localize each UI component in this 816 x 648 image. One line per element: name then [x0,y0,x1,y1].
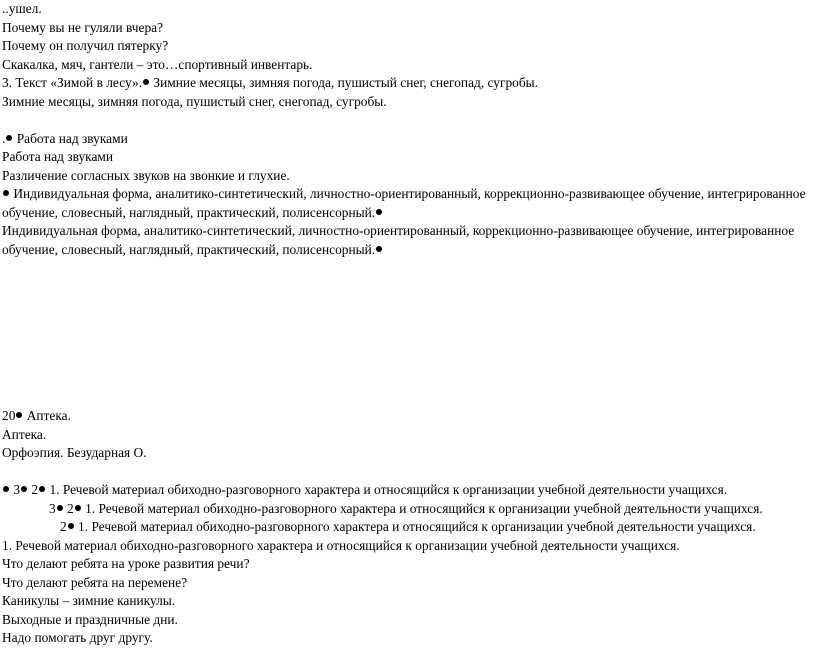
bullet-icon [16,412,22,418]
text-line: Аптека. [2,426,47,442]
text-segment: Индивидуальная форма, аналитико-синтетический, личностно-ориентированный, коррекционно-развивающее обучение, интегрированное обучение, словесный, наглядный, практический, полисенсорный. [2,223,795,257]
text-line [2,481,814,500]
text-segment: 20 [2,408,16,423]
text-segment: 1. Речевой материал обиходно-разговорного характера и относящийся к организации учебной деятельности учащихся. [81,500,763,516]
blank-line [2,111,814,130]
text-line: Каникулы – зимние каникулы. [2,593,176,608]
text-line: Зимние месяцы, зимняя погода, пушистый снег, снегопад, сугробы. [2,93,387,109]
text-segment: 3 [10,482,21,497]
text-line [2,74,814,93]
text-segment: 2 [28,482,39,497]
text-segment: . [2,130,6,146]
bullet-icon [3,190,9,196]
text-segment: Работа над звуками [13,130,128,146]
bullet-icon [57,505,63,511]
text-line: Что делают ребята на перемене? [2,574,188,590]
text-segment: 1. Речевой материал обиходно-разговорного характера и относящийся к организации учебной деятельности учащихся. [46,482,728,497]
blank-area [2,259,814,407]
text-line: Надо помогать друг другу. [2,630,153,645]
document-page [2,0,814,648]
text-line: Выходные и праздничные дни. [2,611,178,627]
text-line [2,518,814,537]
text-segment: 2 [60,519,67,534]
bullet-icon [3,486,9,492]
text-segment: 2 [63,500,74,516]
text-line: ..ушел. [2,1,42,16]
text-line: 1. Речевой материал обиходно-разговорного характера и относящийся к организации учебной деятельности учащихся. [2,537,680,553]
bullet-icon [39,486,45,492]
text-segment: Индивидуальная форма, аналитико-синтетический, личностно-ориентированный, коррекционно-развивающее обучение, интегрированное обучение, словесный, наглядный, практический, полисенсорный. [2,186,806,220]
blank-line [2,463,814,482]
text-paragraph [2,222,814,259]
bullet-icon [68,523,74,529]
text-segment: Зимние месяцы, зимняя погода, пушистый снег, снегопад, сугробы. [150,75,539,90]
text-line: Различение согласных звуков на звонкие и глухие. [2,167,290,183]
text-paragraph [2,185,814,222]
bullet-icon [75,505,81,511]
text-line [2,407,814,426]
text-segment: 3. Текст «Зимой в лесу». [2,75,143,90]
text-line: Почему вы не гуляли вчера? [2,19,164,35]
bullet-icon [376,209,382,215]
bullet-icon [6,135,12,141]
text-line: Скакалка, мяч, гантели – это…спортивный инвентарь. [2,56,313,72]
bullet-icon [143,79,149,85]
bullet-icon [376,246,382,252]
text-line [2,130,814,149]
text-line: Почему он получил пятерку? [2,38,169,53]
text-segment: Аптека. [23,408,71,423]
text-line: Работа над звуками [2,149,114,164]
text-segment: 3 [49,500,56,516]
bullet-icon [21,486,27,492]
text-line: Что делают ребята на уроке развития речи? [2,556,250,571]
text-segment: 1. Речевой материал обиходно-разговорного характера и относящийся к организации учебной деятельности учащихся. [74,519,756,534]
text-line: Орфоэпия. Безударная О. [2,445,147,460]
text-line [2,500,814,519]
